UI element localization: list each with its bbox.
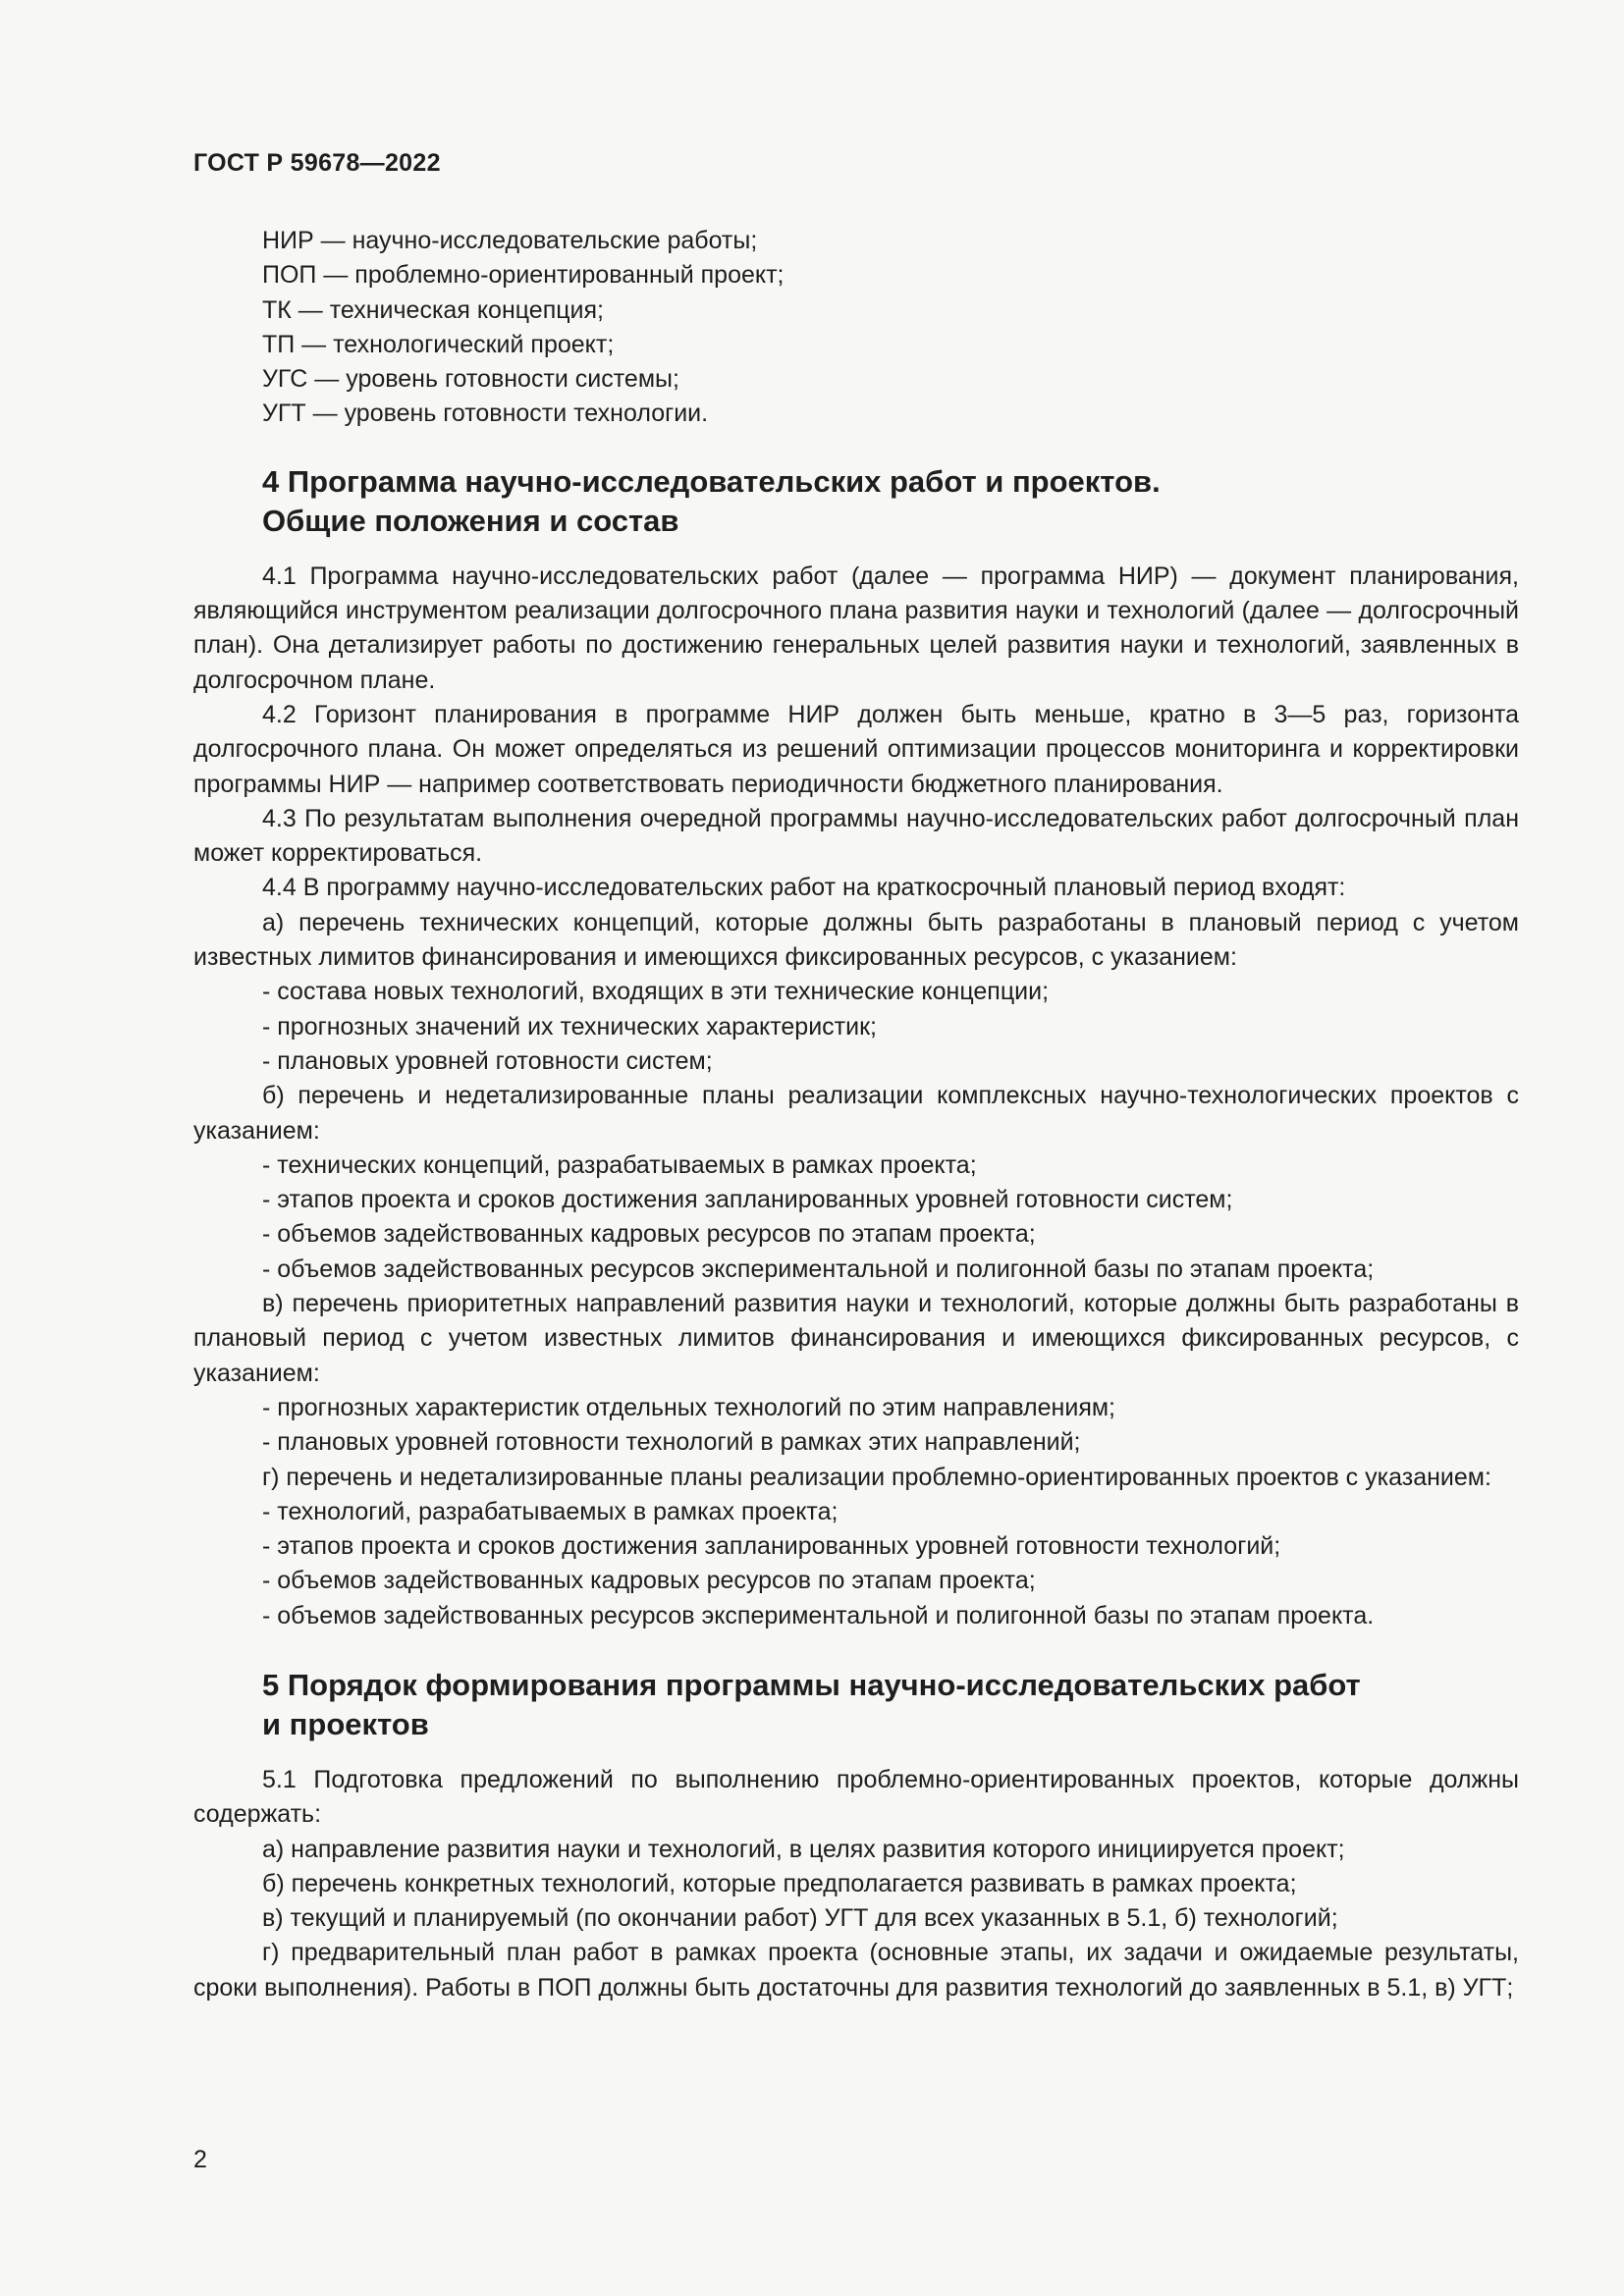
sub-item: - объемов задействованных кадровых ресурсов по этапам проекта; [262, 1567, 1036, 1595]
paragraph-5-1: 5.1 Подготовка предложений по выполнению проблемно-ориентированных проектов, которые должны содержать: [193, 1765, 1519, 1829]
list-item-b: б) перечень и недетализированные планы реализации комплексных научно-технологических проектов с указанием: [193, 1082, 1519, 1145]
sub-item: - состава новых технологий, входящих в эти технические концепции; [262, 978, 1050, 1006]
list-item-v: в) перечень приоритетных направлений развития науки и технологий, которые должны быть разработаны в плановый период с учетом известных лимитов финансирования и имеющихся фиксированных ресурсов, с указанием: [193, 1290, 1519, 1387]
abbreviation-item: УГТ — уровень готовности технологии. [262, 400, 709, 428]
list-item-g: г) перечень и недетализированные планы реализации проблемно-ориентированных проектов с указанием: [262, 1463, 1491, 1491]
sub-item: - прогнозных значений их технических характеристик; [262, 1012, 877, 1041]
sub-item: - технических концепций, разрабатываемых в рамках проекта; [262, 1150, 977, 1179]
list-item-5-1-v: в) текущий и планируемый (по окончании работ) УГТ для всех указанных в 5.1, б) технологий; [262, 1904, 1338, 1933]
section-4-heading [193, 462, 1519, 541]
abbreviation-item: ТП — технологический проект; [262, 330, 615, 358]
sub-item: - технологий, разрабатываемых в рамках проекта; [262, 1497, 839, 1525]
paragraph-4-2: 4.2 Горизонт планирования в программе НИР должен быть меньше, кратно в 3—5 раз, горизонта долгосрочного плана. Он может определяться из решений оптимизации процессов мониторинга и корректировки программы НИР — например соответствовать периодичности бюджетного планирования. [193, 700, 1519, 798]
sub-item: - объемов задействованных кадровых ресурсов по этапам проекта; [262, 1220, 1036, 1249]
section-5-title-line2: и проектов [262, 1706, 429, 1741]
sub-item: - плановых уровней готовности систем; [262, 1046, 713, 1075]
abbreviation-item: ТК — техническая концепция; [262, 295, 604, 324]
document-body [193, 224, 1519, 2005]
document-code-header: ГОСТ Р 59678—2022 [193, 149, 441, 177]
list-item-5-1-a: а) направление развития науки и технологий, в целях развития которого инициируется проект; [262, 1835, 1345, 1863]
section-4-title-line2: Общие положения и состав [262, 503, 679, 538]
sub-item: - прогнозных характеристик отдельных технологий по этим направлениям; [262, 1393, 1115, 1421]
section-5-title-line1: 5 Порядок формирования программы научно-исследовательских работ [262, 1667, 1361, 1702]
section-4-title-line1: 4 Программа научно-исследовательских работ и проектов. [262, 463, 1161, 499]
sub-item: - плановых уровней готовности технологий в рамках этих направлений; [262, 1428, 1081, 1457]
abbreviation-item: НИР — научно-исследовательские работы; [262, 227, 758, 254]
sub-item: - этапов проекта и сроков достижения запланированных уровней готовности технологий; [262, 1532, 1281, 1561]
abbreviation-item: ПОП — проблемно-ориентированный проект; [262, 261, 785, 290]
list-item-a: а) перечень технических концепций, которые должны быть разработаны в плановый период с учетом известных лимитов финансирования и имеющихся фиксированных ресурсов, с указанием: [193, 908, 1519, 972]
list-item-5-1-b: б) перечень конкретных технологий, которые предполагается развивать в рамках проекта; [262, 1869, 1297, 1897]
abbreviation-item: УГС — уровень готовности системы; [262, 365, 679, 394]
page-number: 2 [193, 2146, 207, 2173]
section-5-heading [193, 1666, 1519, 1744]
list-item-5-1-g: г) предварительный план работ в рамках проекта (основные этапы, их задачи и ожидаемые результаты, сроки выполнения). Работы в ПОП должны быть достаточны для развития технологий до заявленных в 5.1, в) УГТ; [193, 1939, 1519, 2002]
paragraph-4-3: 4.3 По результатам выполнения очередной программы научно-исследовательских работ долгосрочный план может корректироваться. [193, 804, 1519, 868]
paragraph-4-4: 4.4 В программу научно-исследовательских работ на краткосрочный плановый период входят: [262, 874, 1346, 902]
sub-item: - этапов проекта и сроков достижения запланированных уровней готовности систем; [262, 1186, 1233, 1214]
paragraph-4-1: 4.1 Программа научно-исследовательских работ (далее — программа НИР) — документ планирования, являющийся инструментом реализации долгосрочного плана развития науки и технологий (далее — долгосрочный план). Она детализирует работы по достижению генеральных целей развития науки и технологий, заявленных в долгосрочном плане. [193, 561, 1519, 694]
sub-item: - объемов задействованных ресурсов экспериментальной и полигонной базы по этапам проекта. [262, 1601, 1375, 1629]
sub-item: - объемов задействованных ресурсов экспериментальной и полигонной базы по этапам проекта; [262, 1255, 1375, 1283]
abbreviations-list [193, 224, 1519, 432]
